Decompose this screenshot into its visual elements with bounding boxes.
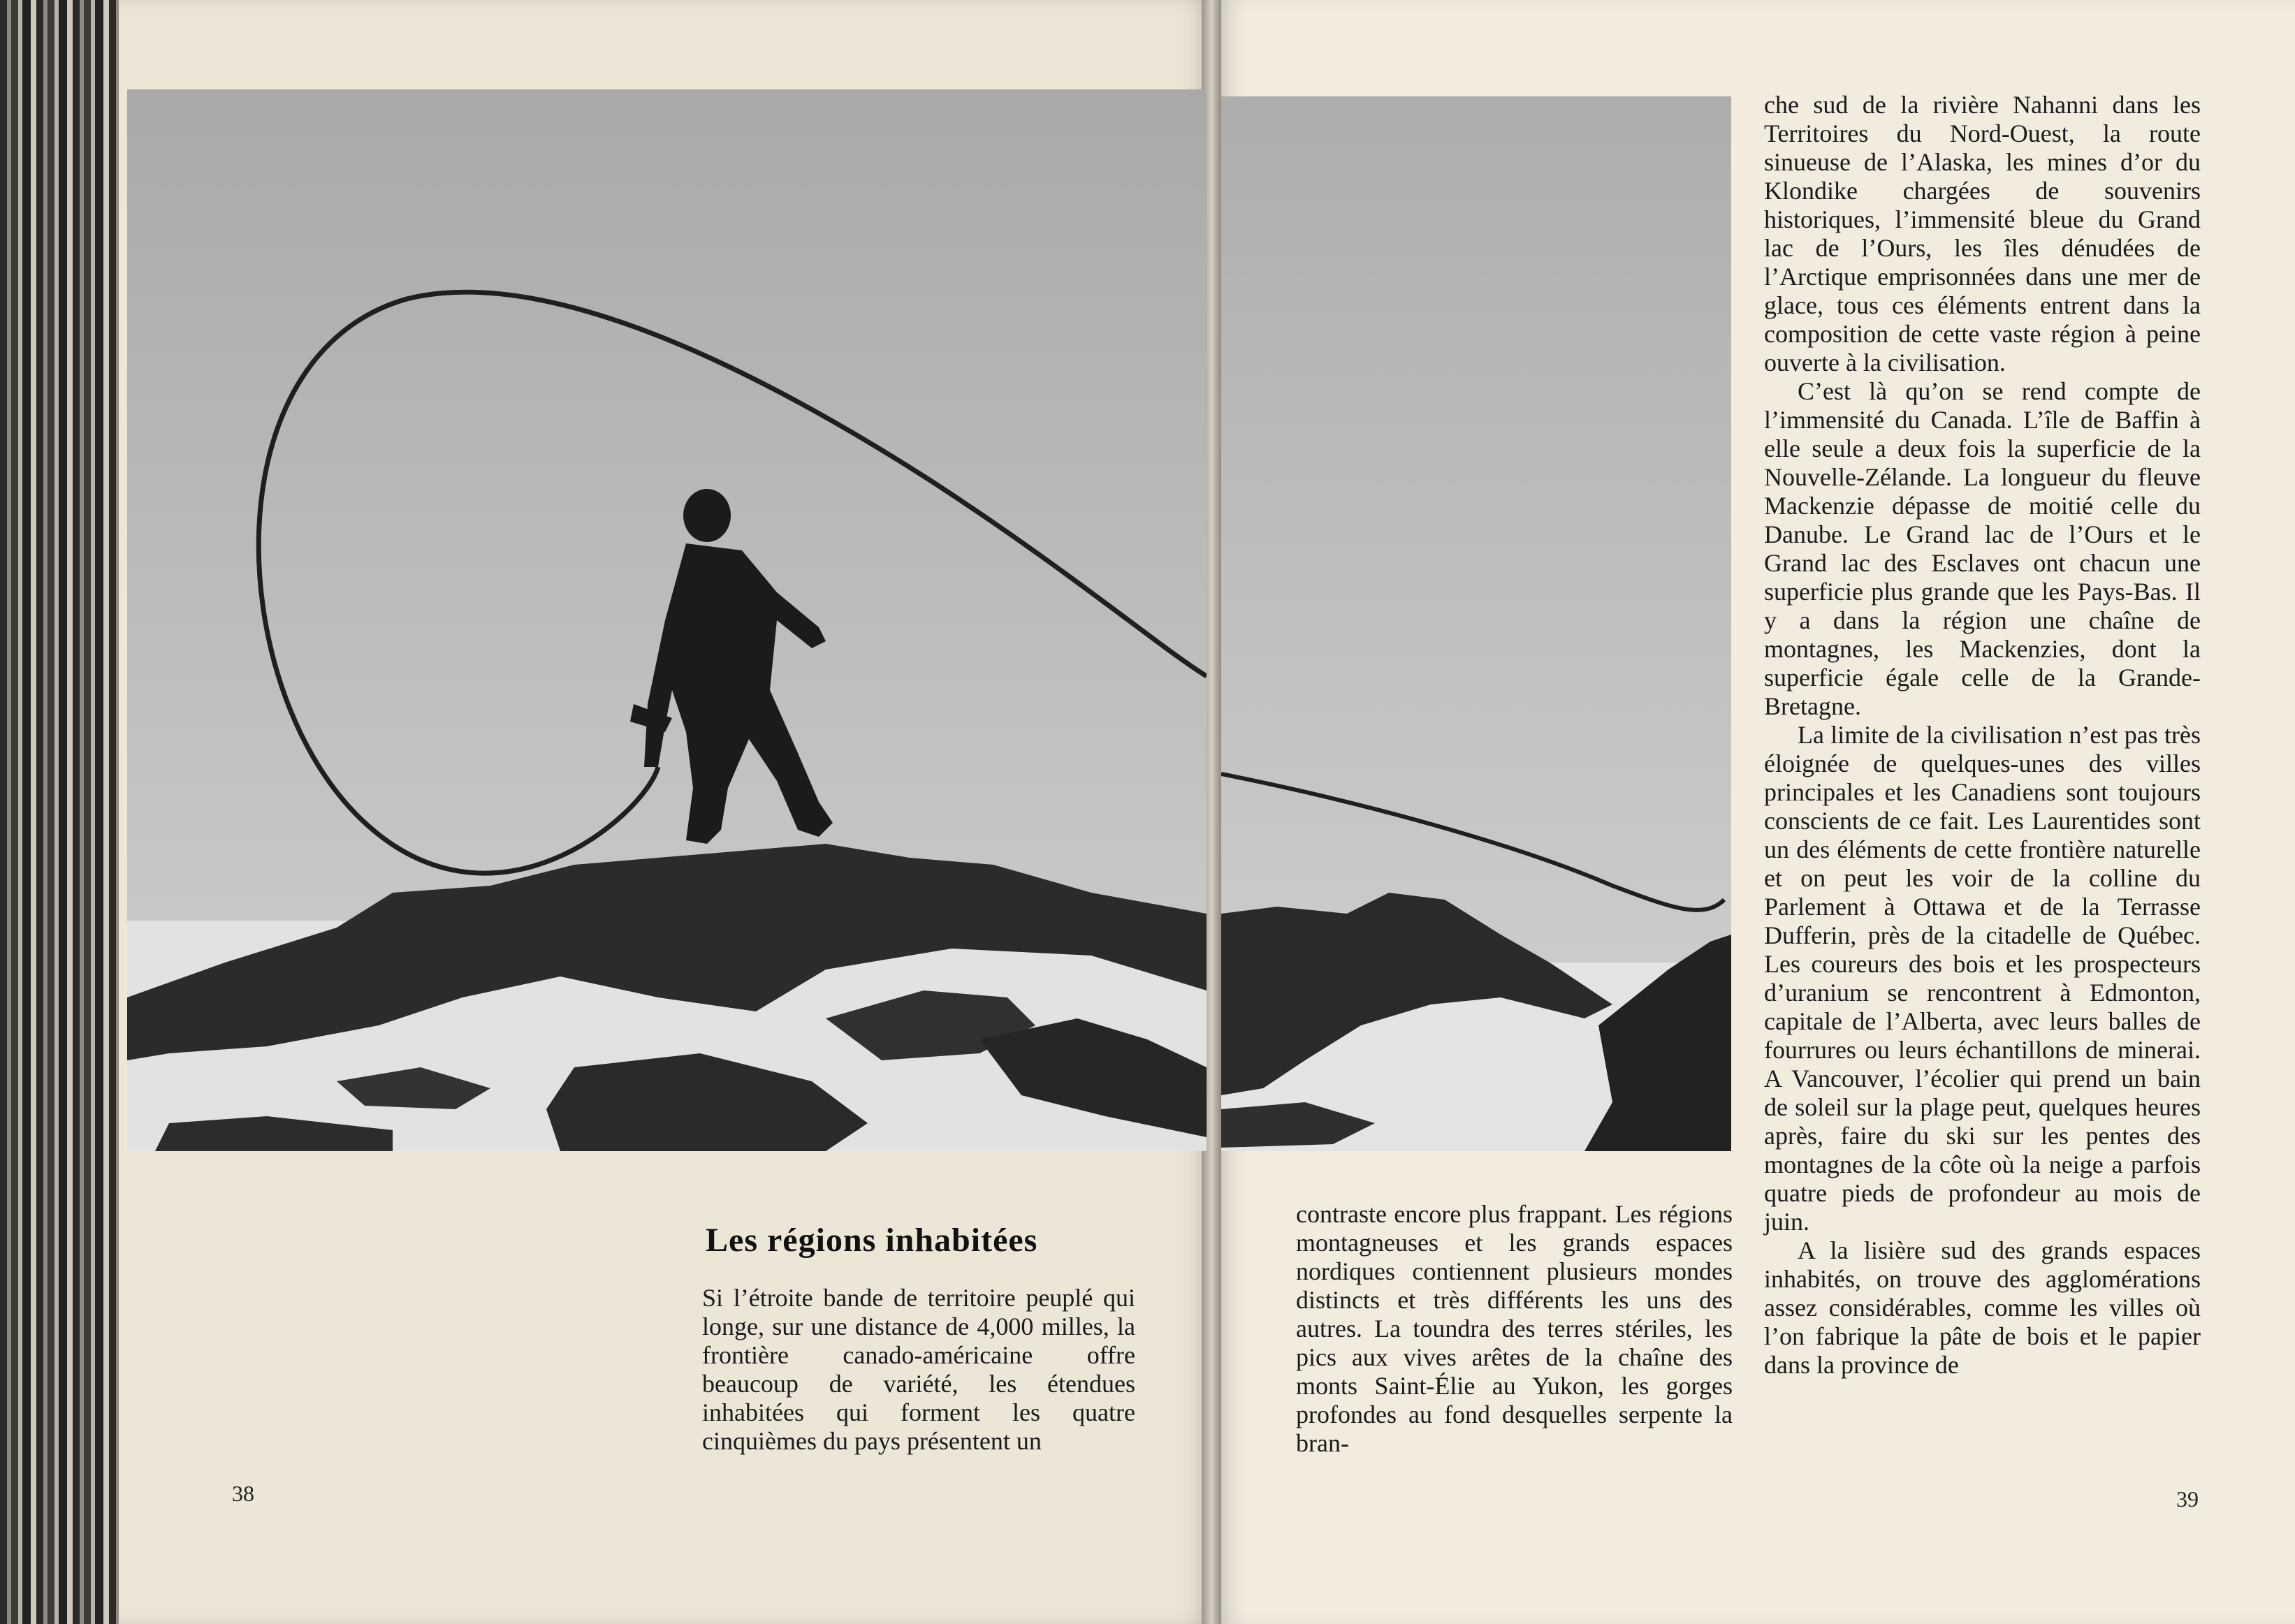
- whip-photo-right: [1221, 96, 1731, 1151]
- paragraph: che sud de la rivière Nahanni dans les Territoires du Nord-Ouest, la route sinueuse de l’Alaska, les mines d’or du Klondike chargées de souvenirs historiques, l’immensité bleue du Grand lac de l’Ours, les îles dénudées de l’Arctique emprisonnées dans une mer de glace, tous ces éléments entrent dans la composition de cette vaste région à peine ouverte à la civilisation.: [1764, 91, 2201, 376]
- photo-right-half: [1221, 96, 1731, 1151]
- page-edges: [0, 0, 133, 1624]
- paragraph: Si l’étroite bande de territoire peuplé qui longe, sur une distance de 4,000 milles, la frontière canado-américaine offre beaucoup de variété, les étendues inhabitées qui forment les quatre cinquièmes du pays présentent un: [702, 1284, 1135, 1455]
- paragraph: La limite de la civilisation n’est pas très éloignée de quelques-unes des villes principales et les Canadiens sont toujours conscients de ce fait. Les Laurentides sont un des éléments de cette frontière naturelle et on peut les voir de la colline du Parlement à Ottawa et de la Terrasse Dufferin, près de la citadelle de Québec. Les coureurs des bois et les prospecteurs d’uranium se rencontrent à Edmonton, capitale de l’Alberta, avec leurs balles de fourrures ou leurs échantillons de minerai. A Vancouver, l’écolier qui prend un bain de soleil sur la plage peut, quelques heures après, faire du ski sur les pentes des montagnes de la côte où la neige a parfois quatre pieds de profondeur au mois de juin.: [1764, 721, 2201, 1236]
- photo-left-half: [127, 89, 1207, 1151]
- right-text-column: [1764, 91, 2201, 1380]
- whip-photo-left: [127, 89, 1207, 1151]
- middle-text-column: [1296, 1200, 1733, 1458]
- page-number-right: 39: [2176, 1486, 2199, 1512]
- paragraph: A la lisière sud des grands espaces inhabités, on trouve des agglomérations assez considérables, comme les villes où l’on fabrique la pâte de bois et le papier dans la province de: [1764, 1236, 2201, 1379]
- paragraph: C’est là qu’on se rend compte de l’immensité du Canada. L’île de Baffin à elle seule a deux fois la superficie de la Nouvelle-Zélande. La longueur du fleuve Mackenzie dépasse de moitié celle du Danube. Le Grand lac de l’Ours et le Grand lac des Esclaves ont chacun une superficie plus grande que les Pays-Bas. Il y a dans la région une chaîne de montagnes, les Mackenzies, dont la superficie égale celle de la Grande-Bretagne.: [1764, 377, 2201, 720]
- section-title: Les régions inhabitées: [706, 1222, 1038, 1259]
- page-number-left: 38: [232, 1481, 254, 1506]
- paragraph: contraste encore plus frappant. Les régions montagneuses et les grands espaces nordiques contiennent plusieurs mondes distincts et très différents les uns des autres. La toundra des terres stériles, les pics aux vives arêtes de la chaîne des monts Saint-Élie au Yukon, les gorges profondes au fond desquelles serpente la bran-: [1296, 1200, 1733, 1457]
- left-text-column: [702, 1284, 1135, 1456]
